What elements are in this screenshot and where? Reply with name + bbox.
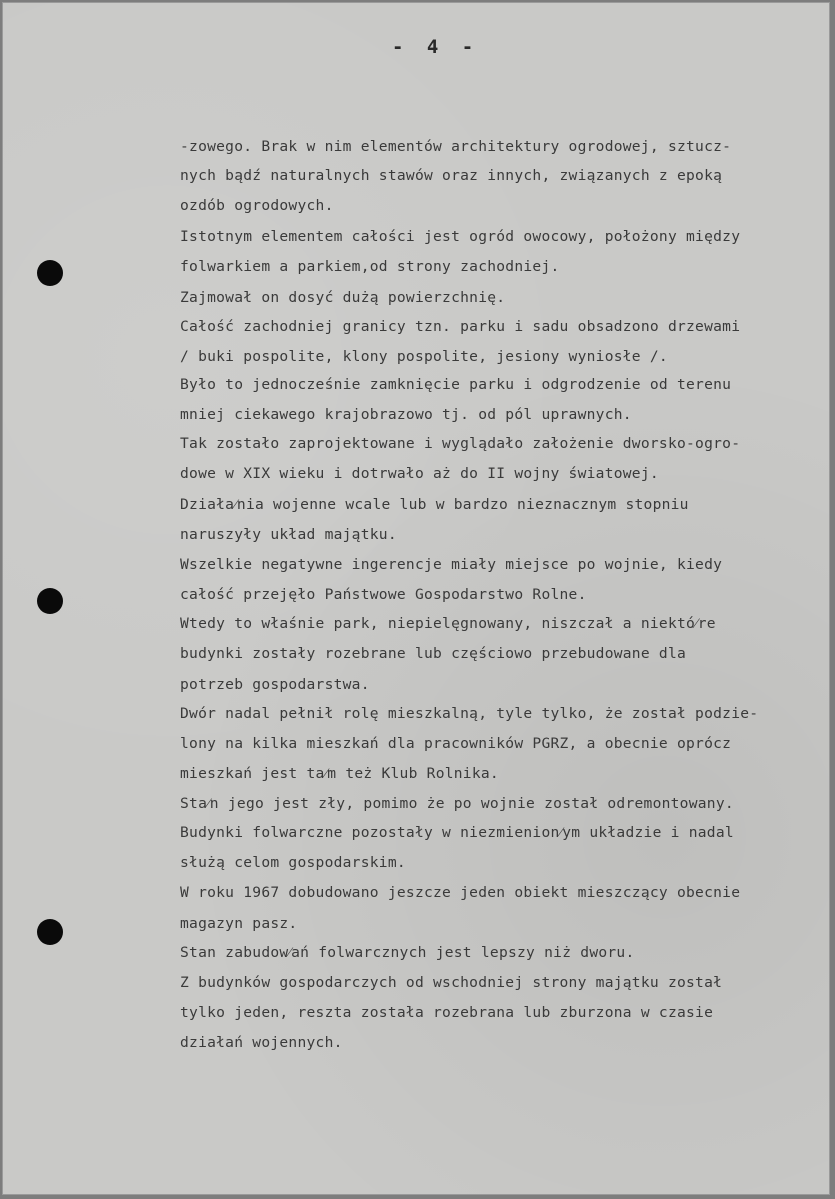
document-page — [2, 2, 830, 1195]
text-line: Sta⁄n jego jest zły, pomimo że po wojnie został odremontowany. — [180, 795, 734, 812]
text-line: Zajmował on dosyć dużą powierzchnię. — [180, 289, 506, 306]
text-line: -zowego. Brak w nim elementów architektury ogrodowej, sztucz- — [180, 138, 732, 155]
text-line: Działa⁄nia wojenne wcale lub w bardzo nieznacznym stopniu — [180, 496, 689, 513]
page-number: - 4 - — [392, 36, 480, 58]
text-line: W roku 1967 dobudowano jeszcze jeden obiekt mieszczący obecnie — [180, 884, 741, 901]
text-line: służą celom gospodarskim. — [180, 854, 406, 871]
text-line: nych bądź naturalnych stawów oraz innych, związanych z epoką — [180, 167, 723, 184]
text-line: działań wojennych. — [180, 1034, 343, 1051]
punch-hole-top — [37, 260, 63, 286]
text-line: mniej ciekawego krajobrazowo tj. od pól uprawnych. — [180, 406, 632, 423]
text-line: naruszyły układ majątku. — [180, 526, 397, 543]
text-line: Tak zostało zaprojektowane i wyglądało założenie dworsko-ogro- — [180, 435, 741, 452]
text-line: Istotnym elementem całości jest ogród owocowy, położony między — [180, 228, 741, 245]
text-line: potrzeb gospodarstwa. — [180, 676, 370, 693]
text-line: magazyn pasz. — [180, 915, 298, 932]
text-line: lony na kilka mieszkań dla pracowników PGRZ, a obecnie oprócz — [180, 735, 732, 752]
text-line: ozdób ogrodowych. — [180, 197, 334, 214]
text-line: dowe w XIX wieku i dotrwało aż do II wojny światowej. — [180, 465, 659, 482]
text-line: Budynki folwarczne pozostały w niezmienion⁄ym układzie i nadal — [180, 824, 734, 841]
text-line: mieszkań jest ta⁄m też Klub Rolnika. — [180, 765, 499, 782]
text-line: Wszelkie negatywne ingerencje miały miejsce po wojnie, kiedy — [180, 556, 723, 573]
text-line: tylko jeden, reszta została rozebrana lub zburzona w czasie — [180, 1004, 714, 1021]
text-line: / buki pospolite, klony pospolite, jesiony wyniosłe /. — [180, 348, 668, 365]
punch-hole-middle — [37, 588, 63, 614]
text-line: Było to jednocześnie zamknięcie parku i odgrodzenie od terenu — [180, 376, 732, 393]
text-line: Dwór nadal pełnił rolę mieszkalną, tyle tylko, że został podzie- — [180, 705, 759, 722]
text-line: budynki zostały rozebrane lub częściowo przebudowane dla — [180, 645, 687, 662]
text-line: Stan zabudow⁄ań folwarcznych jest lepszy niż dworu. — [180, 944, 635, 961]
punch-hole-bottom — [37, 919, 63, 945]
text-line: folwarkiem a parkiem,od strony zachodniej. — [180, 258, 560, 275]
text-line: Wtedy to właśnie park, niepielęgnowany, niszczał a niektó⁄re — [180, 615, 716, 632]
text-line: Całość zachodniej granicy tzn. parku i sadu obsadzono drzewami — [180, 318, 741, 335]
text-line: Z budynków gospodarczych od wschodniej strony majątku został — [180, 974, 723, 991]
text-line: całość przejęło Państwowe Gospodarstwo Rolne. — [180, 586, 587, 603]
